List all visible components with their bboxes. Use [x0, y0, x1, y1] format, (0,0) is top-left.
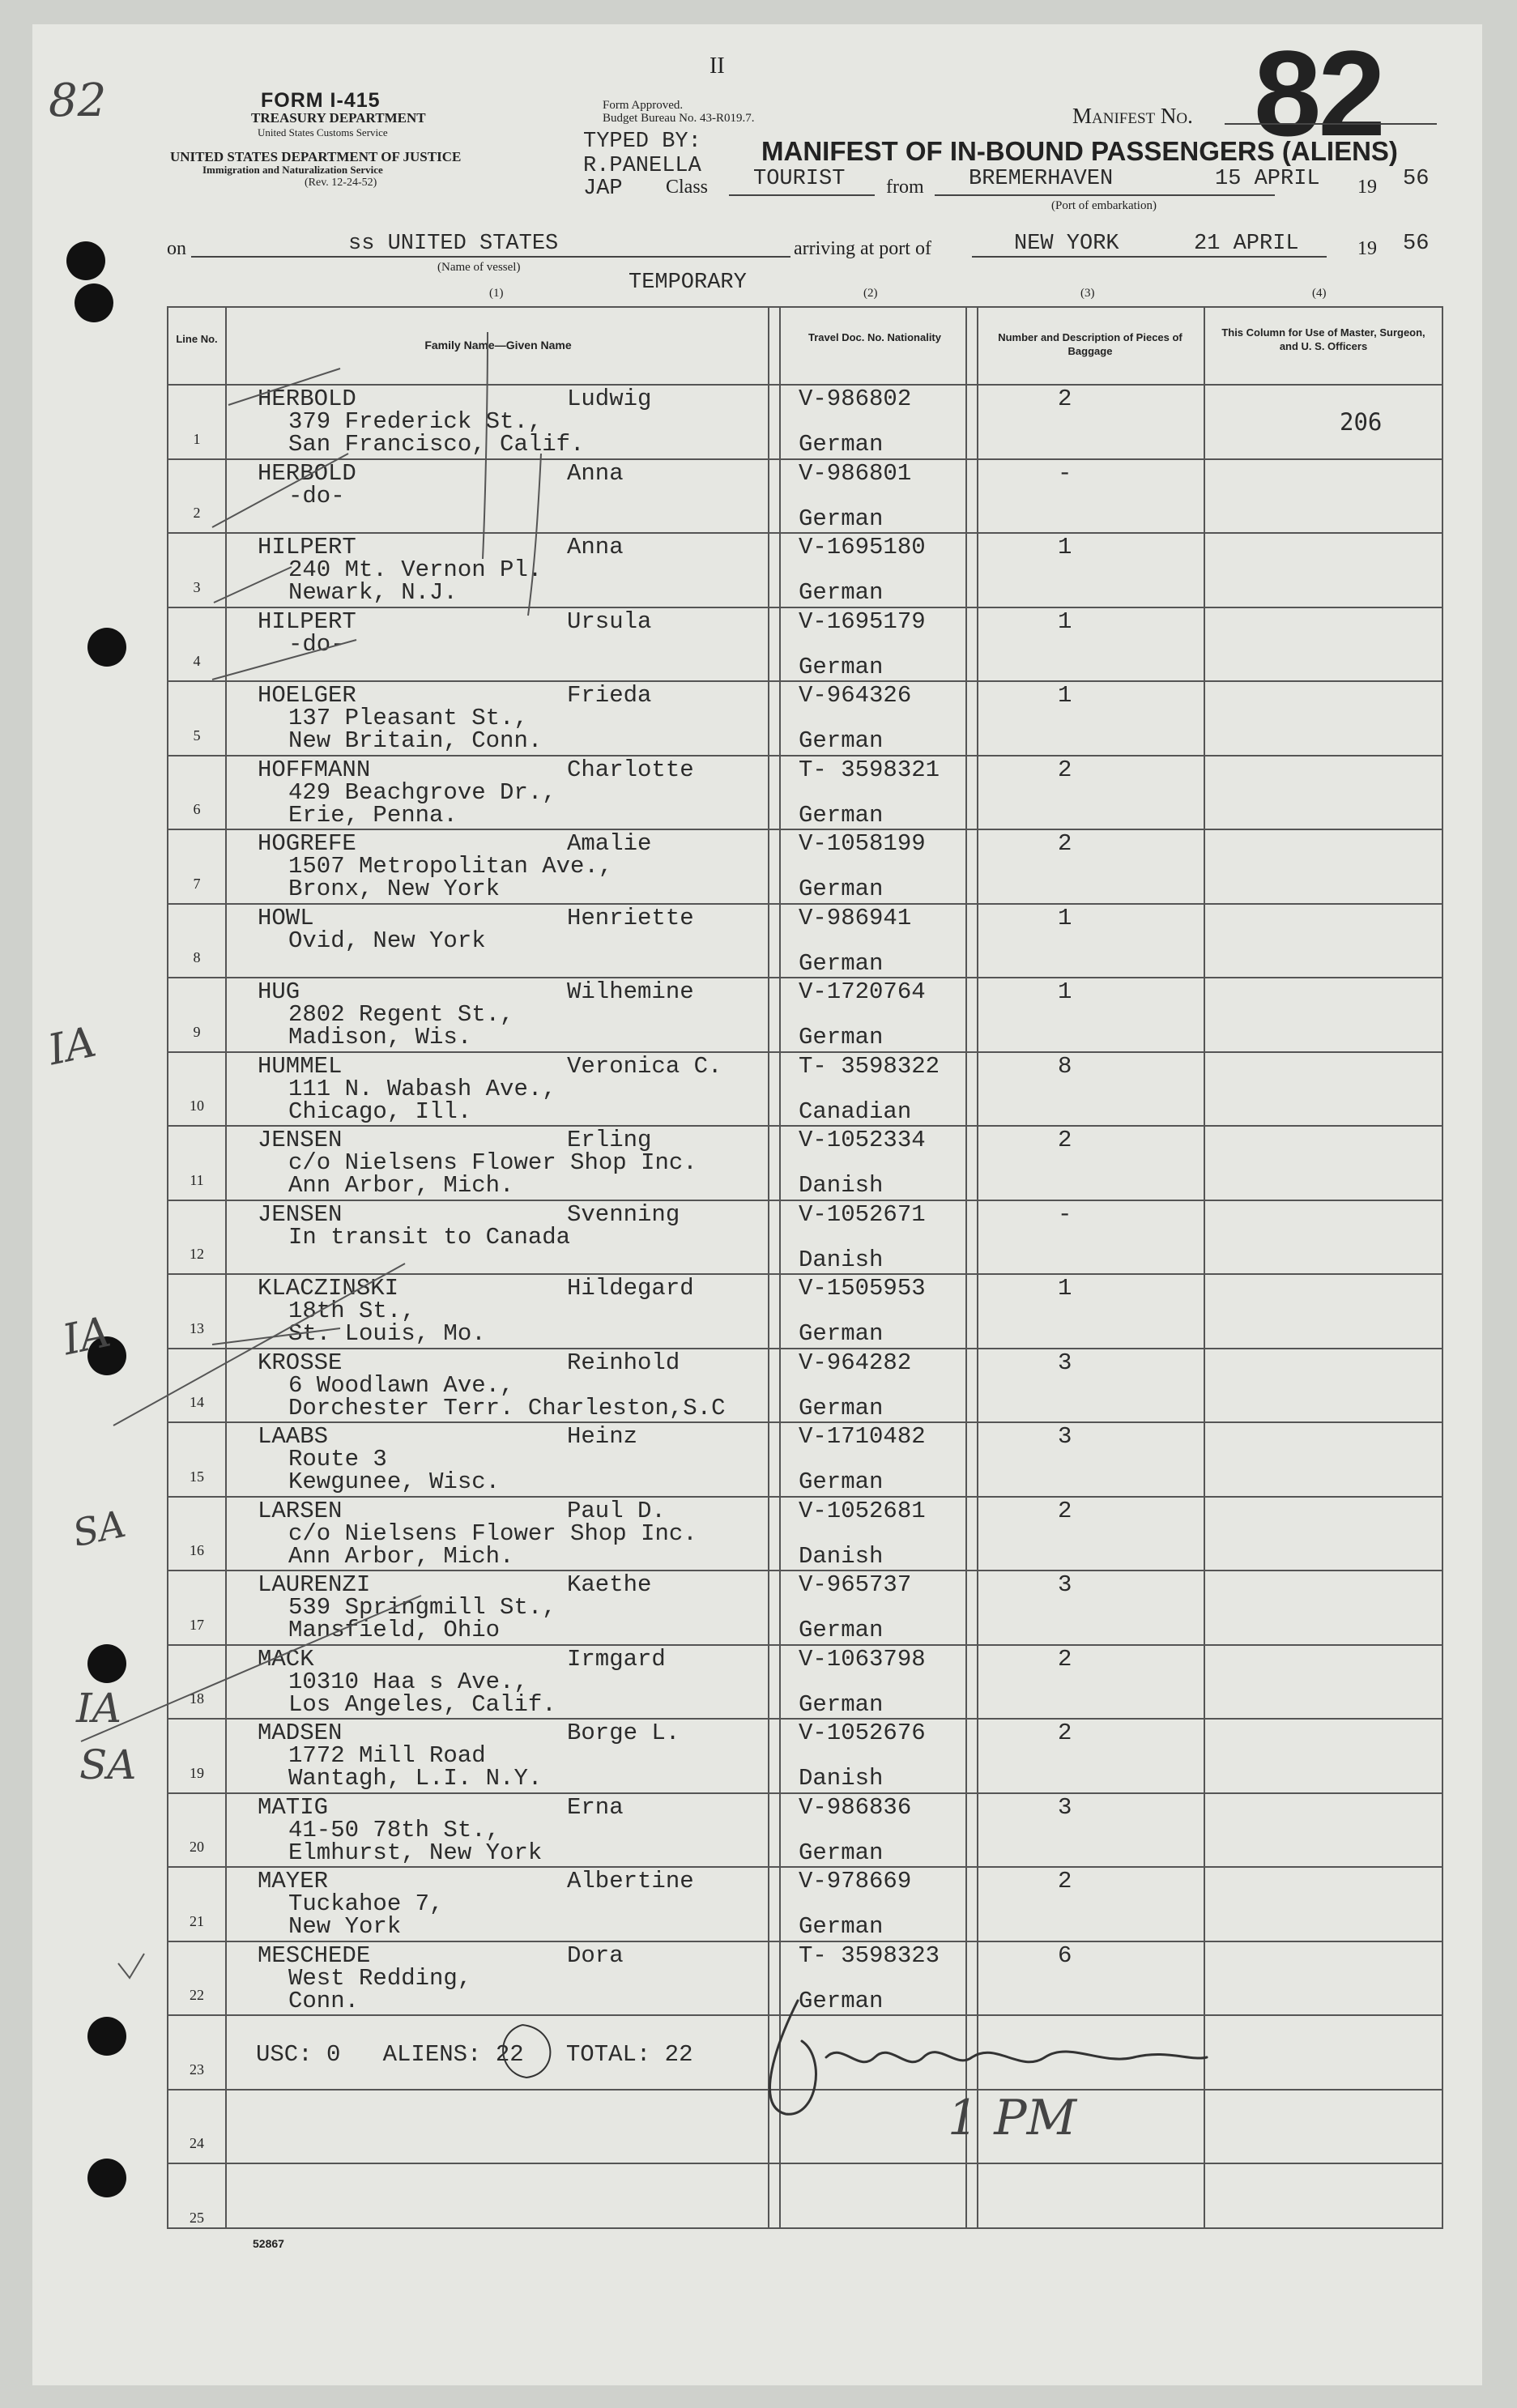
nationality: German	[799, 727, 884, 754]
nationality: German	[799, 579, 884, 606]
address-line-1: 41-50 78th St.,	[288, 1816, 501, 1843]
officer-note: 206	[1340, 408, 1383, 436]
line-number: 20	[190, 1839, 204, 1855]
travel-doc-number: V-1063798	[799, 1645, 926, 1673]
address-line-1: 1507 Metropolitan Ave.,	[288, 853, 613, 880]
travel-doc-number: T- 3598323	[799, 1941, 940, 1969]
address-line-2: Ann Arbor, Mich.	[288, 1172, 514, 1199]
family-name: MATIG	[258, 1793, 329, 1821]
line-number: 11	[190, 1171, 204, 1188]
travel-doc-number: V-978669	[799, 1868, 912, 1894]
family-name: JENSEN	[258, 1200, 343, 1228]
travel-doc-number: V-1052671	[799, 1200, 926, 1228]
family-name: LAURENZI	[258, 1571, 371, 1598]
given-name: Charlotte	[567, 756, 694, 783]
signature-time-note: 1 PM	[948, 2090, 1077, 2146]
travel-doc-number: V-965737	[799, 1571, 912, 1598]
departure-year: 56	[1403, 167, 1430, 191]
given-name: Henriette	[567, 904, 694, 931]
line-number: 6	[193, 801, 201, 817]
arrival-year-prefix: 19	[1357, 238, 1377, 259]
nationality: Danish	[799, 1542, 884, 1570]
form-number: FORM I-415	[261, 89, 381, 112]
travel-doc-number: V-986836	[799, 1793, 912, 1821]
nationality: German	[799, 653, 884, 680]
address-line-2: Dorchester Terr. Charleston,S.C	[288, 1394, 726, 1421]
arrival-year: 56	[1403, 232, 1430, 256]
given-name: Albertine	[567, 1868, 694, 1894]
embarkation-port: BREMERHAVEN	[969, 167, 1114, 191]
travel-doc-number: V-1695179	[799, 607, 926, 635]
address-line-2: Bronx, New York	[288, 876, 501, 902]
nationality: German	[799, 1913, 884, 1940]
given-name: Dora	[567, 1941, 624, 1969]
baggage-count: 3	[1058, 1571, 1072, 1598]
travel-doc-number: V-1695180	[799, 534, 926, 560]
address-line-1: 539 Springmill St.,	[288, 1594, 556, 1621]
given-name: Erna	[567, 1793, 624, 1821]
department-of-justice: UNITED STATES DEPARTMENT OF JUSTICE	[170, 149, 462, 164]
footer-code: 52867	[253, 2237, 284, 2250]
line-number: 16	[190, 1542, 204, 1558]
binder-hole	[75, 283, 113, 322]
nationality: German	[799, 1839, 884, 1866]
margin-mark-sa: SA	[69, 1501, 130, 1556]
address-line-2: Newark, N.J.	[288, 579, 458, 606]
address-line-2: San Francisco, Calif.	[288, 431, 585, 458]
nationality: German	[799, 876, 884, 902]
arriving-label: arriving at port of	[794, 238, 931, 259]
travel-doc-number: V-1052681	[799, 1497, 926, 1524]
family-name: HOFFMANN	[258, 756, 371, 783]
family-name: MESCHEDE	[258, 1941, 371, 1969]
baggage-count: 2	[1058, 756, 1072, 783]
given-name: Reinhold	[567, 1349, 680, 1376]
address-line-2: Wantagh, L.I. N.Y.	[288, 1765, 543, 1792]
travel-doc-number: V-1052334	[799, 1127, 926, 1153]
family-name: HERBOLD	[258, 459, 356, 487]
margin-mark-ia: IA	[58, 1307, 115, 1366]
corner-handwritten-note: 82	[49, 75, 107, 127]
baggage-count: 1	[1058, 682, 1072, 709]
travel-doc-number: T- 3598322	[799, 1052, 940, 1080]
given-name: Veronica C.	[567, 1052, 722, 1080]
nationality: Danish	[799, 1765, 884, 1792]
address-line-2: Elmhurst, New York	[288, 1839, 543, 1866]
address-line-1: 111 N. Wabash Ave.,	[288, 1075, 556, 1102]
address-line-1: c/o Nielsens Flower Shop Inc.	[288, 1149, 697, 1176]
address-line-1: 137 Pleasant St.,	[288, 705, 528, 731]
given-name: Svenning	[567, 1200, 680, 1228]
travel-doc-number: V-1710482	[799, 1423, 926, 1450]
nationality: German	[799, 1690, 884, 1718]
family-name: MAYER	[258, 1868, 329, 1894]
baggage-count: 2	[1058, 386, 1072, 412]
given-name: Anna	[567, 534, 624, 560]
class-label: Class	[666, 177, 709, 198]
col-header-officers: This Column for Use of Master, Surgeon, and U. S. Officers	[1221, 326, 1425, 352]
address-line-1: In transit to Canada	[288, 1223, 571, 1251]
travel-doc-number: V-986801	[799, 459, 912, 487]
status-temporary: TEMPORARY	[629, 271, 747, 295]
col-header-line: Line No.	[176, 333, 218, 345]
baggage-count: 1	[1058, 1275, 1072, 1302]
line-number: 5	[193, 727, 201, 744]
address-line-1: 1772 Mill Road	[288, 1742, 486, 1769]
address-line-2: St. Louis, Mo.	[288, 1320, 486, 1347]
nationality: German	[799, 1024, 884, 1051]
nationality: German	[799, 801, 884, 829]
baggage-count: 3	[1058, 1349, 1072, 1376]
address-line-2: Mansfield, Ohio	[288, 1617, 501, 1643]
manifest-title: MANIFEST OF IN-BOUND PASSENGERS (ALIENS)	[761, 136, 1398, 166]
treasury-department: TREASURY DEPARTMENT	[251, 110, 426, 126]
nationality: German	[799, 1987, 884, 2014]
baggage-count: 2	[1058, 830, 1072, 857]
family-name: MADSEN	[258, 1720, 343, 1746]
family-name: MACK	[258, 1645, 314, 1673]
line-number: 13	[190, 1319, 204, 1336]
line-number: 22	[190, 1987, 204, 2003]
nationality: German	[799, 431, 884, 458]
baggage-count: 1	[1058, 534, 1072, 560]
baggage-count: 3	[1058, 1793, 1072, 1821]
address-line-1: 10310 Haa s Ave.,	[288, 1668, 528, 1695]
ins-label: Immigration and Naturalization Service	[202, 164, 383, 176]
baggage-count: 3	[1058, 1423, 1072, 1450]
class-value: TOURIST	[753, 167, 846, 191]
baggage-count: 2	[1058, 1645, 1072, 1673]
given-name: Frieda	[567, 682, 652, 709]
given-name: Wilhemine	[567, 978, 694, 1005]
given-name: Heinz	[567, 1423, 638, 1450]
column-number-1: (1)	[489, 287, 504, 300]
line-number: 8	[193, 949, 201, 965]
vessel-name: ss UNITED STATES	[348, 232, 559, 256]
line-number: 15	[190, 1468, 204, 1485]
address-line-1: 2802 Regent St.,	[288, 1001, 514, 1028]
address-line-2: Ann Arbor, Mich.	[288, 1542, 514, 1570]
line-number: 3	[193, 578, 201, 595]
binder-hole	[87, 1644, 126, 1683]
nationality: German	[799, 1394, 884, 1421]
baggage-count: 1	[1058, 978, 1072, 1005]
given-name: Paul D.	[567, 1497, 666, 1524]
row-divider	[167, 2089, 1442, 2090]
address-line-2: New Britain, Conn.	[288, 727, 543, 754]
departure-year-prefix: 19	[1357, 177, 1377, 198]
family-name: HILPERT	[258, 534, 356, 560]
travel-doc-number: V-1052676	[799, 1720, 926, 1746]
family-name: KLACZINSKI	[258, 1275, 399, 1302]
customs-service: United States Customs Service	[258, 126, 388, 139]
family-name: LAABS	[258, 1423, 329, 1450]
family-name: HUG	[258, 978, 300, 1005]
col-header-baggage: Number and Description of Pieces of Baggage	[998, 331, 1182, 357]
given-name: Ludwig	[567, 386, 652, 412]
totals-line: USC: 0 ALIENS: 22 TOTAL: 22	[256, 2041, 693, 2068]
nationality: Canadian	[799, 1097, 912, 1125]
family-name: JENSEN	[258, 1127, 343, 1153]
address-line-2: Conn.	[288, 1987, 360, 2014]
line-number: 21	[190, 1912, 204, 1929]
line-number: 4	[193, 653, 201, 669]
manifest-number-label: Manifest No.	[1072, 104, 1193, 128]
margin-mark-ia: IA	[76, 1685, 121, 1732]
line-number: 10	[190, 1097, 204, 1114]
travel-doc-number: V-986802	[799, 386, 912, 412]
baggage-count: -	[1058, 459, 1072, 487]
line-number: 17	[190, 1616, 204, 1633]
binder-hole	[87, 2159, 126, 2197]
address-line-2: Chicago, Ill.	[288, 1097, 472, 1125]
family-name: LARSEN	[258, 1497, 343, 1524]
given-name: Ursula	[567, 607, 652, 635]
address-line-1: 429 Beachgrove Dr.,	[288, 778, 556, 806]
line-number: 18	[190, 1690, 204, 1707]
family-name: KROSSE	[258, 1349, 343, 1376]
baggage-count: -	[1058, 1200, 1072, 1228]
family-name: HILPERT	[258, 607, 356, 635]
address-line-1: c/o Nielsens Flower Shop Inc.	[288, 1519, 697, 1547]
baggage-count: 1	[1058, 904, 1072, 931]
column-number-4: (4)	[1312, 287, 1327, 300]
line-number: 23	[190, 2061, 204, 2078]
address-line-1: -do-	[288, 482, 345, 509]
family-name: HERBOLD	[258, 386, 356, 412]
form-approved: Form Approved.	[603, 99, 684, 112]
address-line-1: Ovid, New York	[288, 927, 486, 954]
nationality: German	[799, 505, 884, 532]
arrival-port: NEW YORK	[1014, 232, 1119, 256]
given-name: Hildegard	[567, 1275, 694, 1302]
address-line-1: 240 Mt. Vernon Pl.	[288, 556, 543, 583]
given-name: Amalie	[567, 830, 652, 857]
given-name: Kaethe	[567, 1571, 652, 1598]
port-caption: (Port of embarkation)	[1051, 199, 1157, 212]
col-header-doc: Travel Doc. No. Nationality	[808, 331, 941, 343]
baggage-count: 2	[1058, 1868, 1072, 1894]
budget-bureau: Budget Bureau No. 43-R019.7.	[603, 112, 755, 125]
family-name: HOGREFE	[258, 830, 356, 857]
baggage-count: 1	[1058, 607, 1072, 635]
family-name: HUMMEL	[258, 1052, 343, 1080]
vessel-caption: (Name of vessel)	[437, 261, 521, 274]
address-line-2: Madison, Wis.	[288, 1024, 472, 1051]
row-divider	[167, 2163, 1442, 2164]
nationality: Danish	[799, 1172, 884, 1199]
margin-mark-sa: SA	[79, 1741, 137, 1788]
line-number: 2	[193, 505, 201, 521]
address-line-2: New York	[288, 1913, 402, 1940]
binder-hole	[87, 2017, 126, 2056]
line-number: 19	[190, 1764, 204, 1781]
col-header-name: Family Name—Given Name	[424, 339, 572, 352]
on-label: on	[167, 238, 186, 259]
manifest-number: 82	[1254, 25, 1383, 161]
travel-doc-number: V-1720764	[799, 978, 926, 1005]
row-divider	[167, 2014, 1442, 2016]
typed-by-name: R.PANELLA	[583, 154, 701, 178]
departure-date: 15 APRIL	[1215, 167, 1320, 191]
given-name: Erling	[567, 1127, 652, 1153]
line-number: 9	[193, 1023, 201, 1040]
binder-hole	[66, 241, 105, 280]
family-name: HOELGER	[258, 682, 356, 709]
typed-by-initials: JAP	[583, 177, 623, 201]
line-number: 25	[190, 2209, 204, 2226]
revision-label: (Rev. 12-24-52)	[305, 177, 377, 189]
travel-doc-number: V-1505953	[799, 1275, 926, 1302]
travel-doc-number: V-964326	[799, 682, 912, 709]
travel-doc-number: V-1058199	[799, 830, 926, 857]
margin-mark-ia: IA	[44, 1017, 100, 1076]
address-line-1: West Redding,	[288, 1964, 472, 1992]
address-line-1: 379 Frederick St.,	[288, 408, 543, 435]
address-line-2: Erie, Penna.	[288, 801, 458, 829]
column-number-2: (2)	[863, 287, 878, 300]
address-line-1: -do-	[288, 630, 345, 658]
baggage-count: 2	[1058, 1497, 1072, 1524]
nationality: German	[799, 1320, 884, 1347]
line-number: 12	[190, 1246, 204, 1262]
address-line-1: Route 3	[288, 1446, 387, 1473]
baggage-count: 8	[1058, 1052, 1072, 1080]
address-line-1: 6 Woodlawn Ave.,	[288, 1371, 514, 1399]
line-number: 7	[193, 875, 201, 892]
address-line-1: Tuckahoe 7,	[288, 1890, 444, 1917]
travel-doc-number: V-986941	[799, 904, 912, 931]
travel-doc-number: T- 3598321	[799, 756, 940, 783]
line-number: 14	[190, 1394, 204, 1410]
baggage-count: 2	[1058, 1720, 1072, 1746]
column-number-3: (3)	[1080, 287, 1095, 300]
given-name: Anna	[567, 459, 624, 487]
nationality: German	[799, 1468, 884, 1495]
baggage-count: 2	[1058, 1127, 1072, 1153]
family-name: HOWL	[258, 904, 314, 931]
address-line-1: 18th St.,	[288, 1298, 415, 1324]
arrival-date: 21 APRIL	[1194, 232, 1299, 256]
binder-hole	[87, 628, 126, 667]
line-number: 24	[190, 2135, 204, 2151]
address-line-2: Los Angeles, Calif.	[288, 1690, 556, 1718]
nationality: Danish	[799, 1246, 884, 1273]
nationality: German	[799, 949, 884, 977]
address-line-2: Kewgunee, Wisc.	[288, 1468, 501, 1495]
given-name: Irmgard	[567, 1645, 666, 1673]
line-number: 1	[193, 430, 201, 447]
from-label: from	[886, 177, 924, 198]
typed-by-label: TYPED BY:	[583, 130, 701, 154]
nationality: German	[799, 1617, 884, 1643]
travel-doc-number: V-964282	[799, 1349, 912, 1376]
baggage-count: 6	[1058, 1941, 1072, 1969]
top-center-mark: II	[709, 53, 725, 79]
given-name: Borge L.	[567, 1720, 680, 1746]
